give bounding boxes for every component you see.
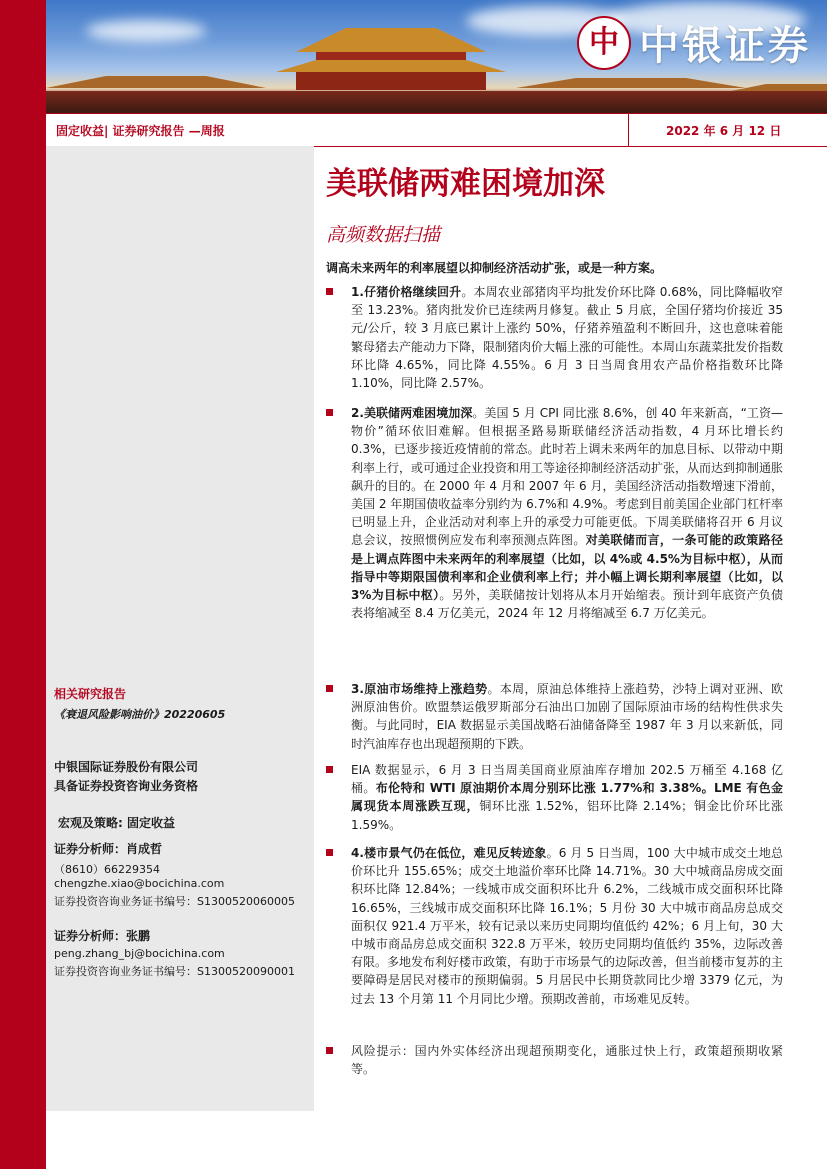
left-accent-bar (0, 0, 46, 1169)
brand-name: 中银证券 (639, 22, 811, 69)
paragraph-fed: 2.美联储两难困境加深。美国 5 月 CPI 同比涨 8.6%，创 40 年来新高，“工资—物价”循环依旧难解。但根据圣路易斯联储经济活动指数，4 月环比增长约 0.3%，已逐步接近疫情前的常态。此时若上调未来两年的加息目标、以带动中期利率上行，或可通过企业投资和用工等途径抑制经济活动扩张，从而达到抑制通胀飙升的目的。在 2000 年 4 月和 2007 年 6 月，美国经济活动指数增速下滑前，美国 2 年期国债收益率分别约为 6.7%和 4.9%。考虑到目前美国企业部门杠杆率已明显上升，企业活动对利率上升的承受力可能更低。下周美联储将召开 6 月议息会议，按照惯例应发布利率预测点阵图。对美联储而言，一条可能的政策路径是上调点阵图中未来两年的利率展望（比如，以 4%或 4.5%为目标中枢），从而指导中等期限国债利率和企业债利率上行；并小幅上调长期利率展望（比如，以 3%为目标中枢）。另外，美联储按计划将从本月开始缩表。预计到年底资产负债表将缩减至 8.4 万亿美元，2024 年 12 月将缩减至 6.7 万亿美元。 (351, 406, 784, 621)
analyst-2-name: 证券分析师：张鹏 (54, 929, 151, 943)
analyst-1-name: 证券分析师：肖成哲 (54, 842, 163, 856)
boc-logo-icon: 中 (577, 16, 631, 70)
paragraph-oil: 3.原油市场维持上涨趋势。本周，原油总体维持上涨趋势，沙特上调对亚洲、欧洲原油售价。欧盟禁运俄罗斯部分石油出口加剧了国际原油市场的结构性供求失衡。与此同时，EIA 数据显示美国战略石油储备降至 1987 年 3 月以来新低，同时汽油库存也出现超预期的下跌。 (351, 682, 783, 751)
report-summary: 调高未来两年的利率展望以抑制经济活动扩张，或是一种方案。 (326, 261, 663, 275)
analyst-1-phone: （8610）66229354 (54, 863, 160, 876)
paragraph-commodities: EIA 数据显示，6 月 3 日当周美国商业原油库存增加 202.5 万桶至 4.168 亿桶。布伦特和 WTI 原油期价本周分别环比涨 1.77%和 3.38%。LME 有色金属现货本周涨跌互现，铜环比涨 1.52%，铝环比降 2.14%；铜金比价环比涨 1.59%。 (351, 763, 783, 832)
analyst-1-cert: 证券投资咨询业务证书编号：S1300520060005 (54, 895, 295, 908)
company-name: 中银国际证券股份有限公司 (54, 760, 199, 774)
paragraph-property: 4.楼市景气仍在低位，难见反转迹象。6 月 5 日当周，100 大中城市成交土地总价环比升 155.65%；成交土地溢价率环比降 14.71%。30 大中城商品房成交面积环比降 12.84%；一线城市成交面积环比升 6.2%，二线城市成交面积环比降 16.65%，三线城市成交面积环比降 16.1%；5 月份 30 大中城市商品房总成交面积仅 921.4 万平米，较有记录以来历史同期均值低约 42%；6 月上旬，30 大中城市商品房总成交面积 322.8 万平米，较历史同期均值低约 35%，边际改善有限。多地发布利好楼市政策，有助于市场景气的边际改善，但当前楼市复苏的主要障碍是居民对楼市的预期偏弱。5 月居民中长期贷款同比少增 3379 亿元，为过去 13 个月第 11 个月同比少增。预期改善前，市场难见反转。 (351, 846, 784, 1006)
bullet-square-icon (326, 849, 333, 856)
strategy-label: 宏观及策略: 固定收益 (58, 816, 175, 830)
sidebar (46, 146, 314, 1111)
report-subtitle: 高频数据扫描 (326, 224, 441, 246)
report-title: 美联储两难困境加深 (326, 166, 605, 202)
related-report-item[interactable]: 《衰退风险影响油价》20220605 (54, 708, 226, 721)
paragraph-pork: 1.仔猪价格继续回升。本周农业部猪肉平均批发价环比降 0.68%，同比降幅收窄至 13.23%。猪肉批发价已连续两月修复。截止 5 月底，全国仔猪均价接近 35 元/公斤，较 3 月底已累计上涨约 50%，仔猪养殖盈利不断回升，这也意味着能繁母猪去产能动力下降，限制猪肉价大幅上涨的可能性。本周山东蔬菜批发价指数环比降 4.65%，同比降 4.55%。6 月 3 日当周食用农产品价格指数环比降 1.10%，同比降 2.57%。 (351, 285, 784, 391)
bullet-square-icon (326, 409, 333, 416)
report-header-strip (46, 113, 827, 147)
report-date: 2022 年 6 月 12 日 (666, 124, 782, 138)
related-reports-title: 相关研究报告 (54, 687, 127, 701)
bullet-square-icon (326, 1047, 333, 1054)
analyst-2-cert: 证券投资咨询业务证书编号：S1300520090001 (54, 965, 295, 978)
qualification: 具备证券投资咨询业务资格 (54, 779, 199, 793)
report-category: 固定收益| 证券研究报告 —周报 (56, 124, 225, 138)
bullet-square-icon (326, 685, 333, 692)
analyst-2-email[interactable]: peng.zhang_bj@bocichina.com (54, 947, 225, 960)
header-banner-photo (46, 0, 827, 113)
brand-logo (577, 14, 811, 71)
paragraph-risk: 风险提示：国内外实体经济出现超预期变化，通胀过快上行，政策超预期收紧等。 (351, 1044, 783, 1077)
bullet-square-icon (326, 766, 333, 773)
bullet-square-icon (326, 288, 333, 295)
analyst-1-email[interactable]: chengzhe.xiao@bocichina.com (54, 877, 225, 890)
header-divider (628, 114, 629, 146)
